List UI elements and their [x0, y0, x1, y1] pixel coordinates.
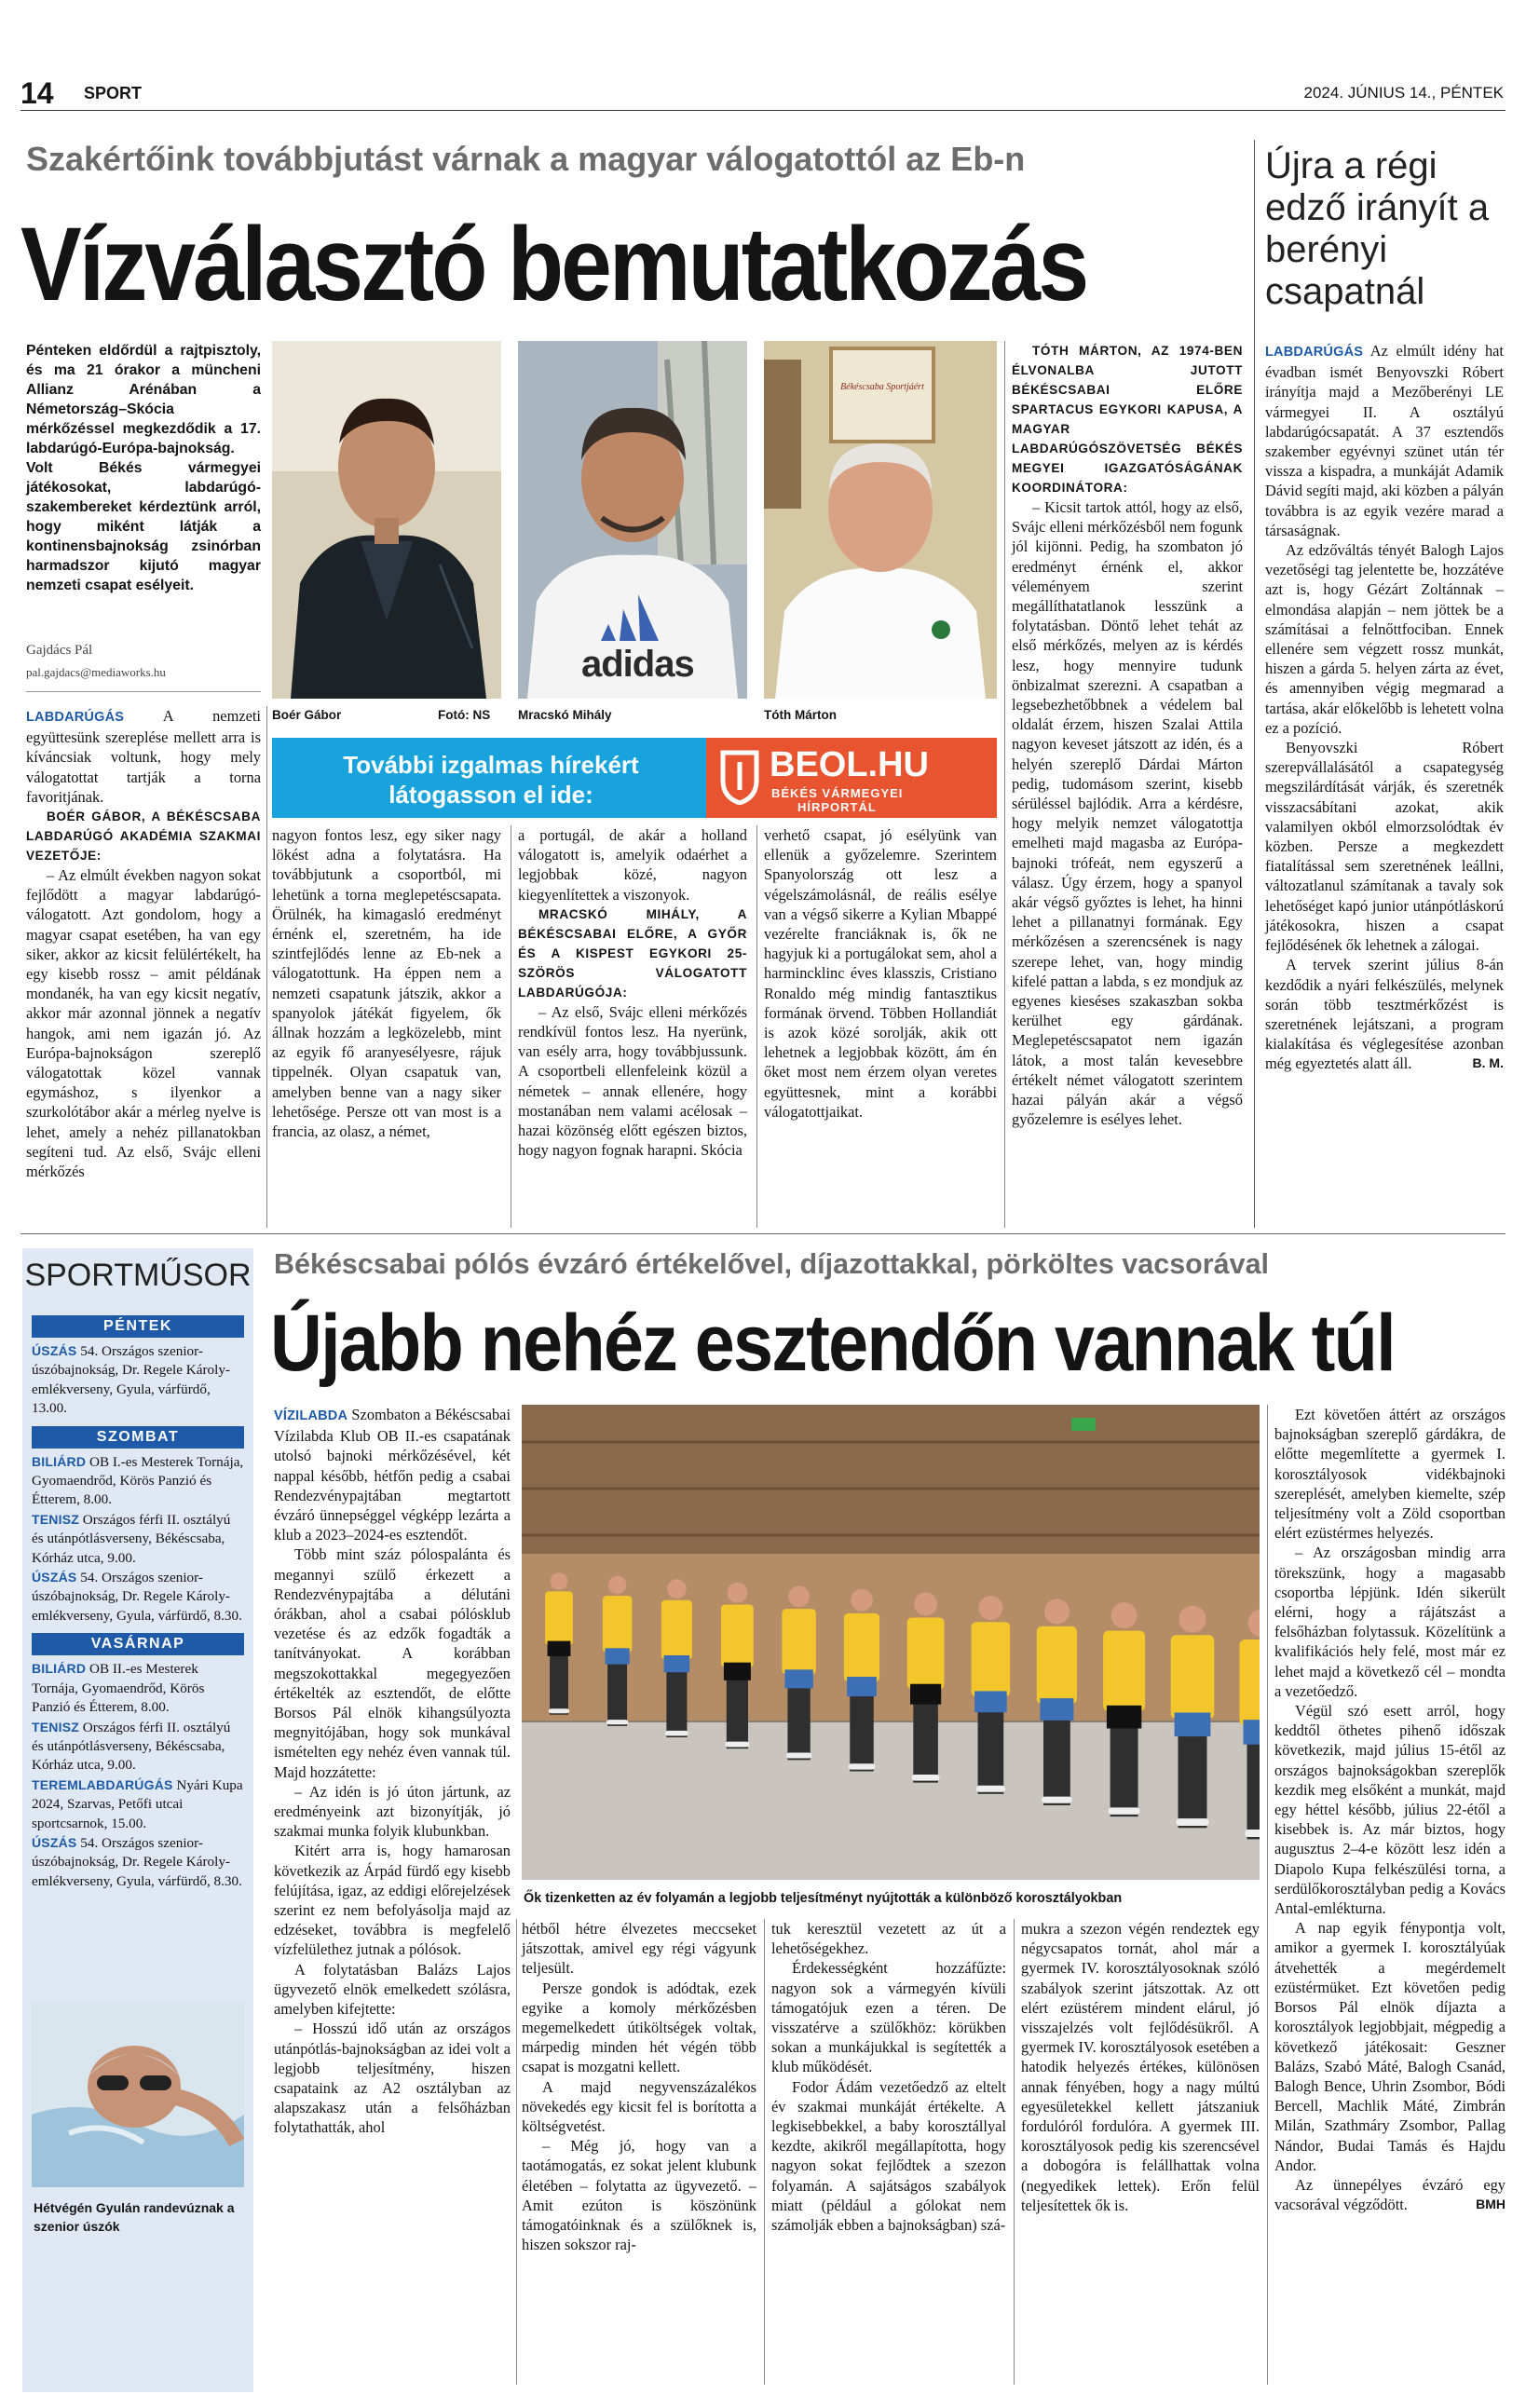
- sportmusor-item: [32, 1510, 244, 1568]
- sportmusor-item-text: Országos férfi II. osztályú és utánpótlásverseny, Békéscsaba, Kórház utca, 9.00.: [32, 1719, 231, 1774]
- ad-line-1: További izgalmas hírekért: [343, 751, 639, 779]
- a2-c1-p2: Több mint száz pólospalánta és megannyi szülő érkezett a Rendezvénypajtába a délutáni órákban, ahol a csabai pólósklub vezetése és az edzők fogadták a tanítványokat. A korábban megszokottakkal megegyezően értékelték az esztendőt, de előtte Borsos Pál elnök kihangsúlyozta megnyitójában, hogy sok munkával ismételten egy nehéz éven vannak túl. Majd hozzátette:: [274, 1545, 511, 1781]
- sportmusor-item-text: Nyári Kupa 2024, Szarvas, Petőfi utcai sportcsarnok, 15.00.: [32, 1776, 243, 1831]
- a2-c3-p2: Érdekességként hozzáfűzte: nagyon sok a vármegyén kívüli támogatójuk ezen a téren. De visszatérve a szülőkhöz: körükben sokan a munkájukkal is segítették a klub működését.: [771, 1959, 1006, 2076]
- col-divider: [1267, 1405, 1268, 2385]
- team-photo-caption: Ők tizenketten az év folyamán a legjobb teljesítményt nyújtották a különböző korosztályokban: [524, 1891, 1123, 1906]
- section-label: SPORT: [84, 84, 143, 102]
- shirt-logo-text: adidas: [581, 644, 694, 685]
- sportmusor-day-header: VASÁRNAP: [32, 1633, 244, 1655]
- col3-text: a portugál, de akár a holland válogatott is, amelyik odaérhet a legjobbak közé, nagyon kiegyenlítettek a viszonyok.: [518, 826, 747, 904]
- col1-intro: A nemzeti együttesünk szereplése mellett arra is kíváncsiak voltunk, hogy mely válogatottat tartják a torna favoritjának.: [26, 707, 261, 806]
- beol-ad-banner[interactable]: [272, 738, 997, 818]
- sportmusor-item-text: 54. Országos szenior-úszóbajnokság, Dr. Regele Károly-emlékverseny, Gyula, várfürdő, 8.30.: [32, 1570, 242, 1624]
- col-divider: [516, 1919, 517, 2385]
- sidebar-divider: [1254, 140, 1255, 1228]
- article1-kicker: Szakértőink továbbjutást várnak a magyar válogatottól az Eb-n: [26, 140, 1026, 178]
- col2-text: nagyon fontos lesz, egy siker nagy lökést adna a folytatásra. Ha továbbjutunk a csoportból, mi lehetünk a torna meglepetéscsapata. Örülnék, ha kimagasló eredményt érnénk el, szeretném, ha ide szintfejlődés lenne az Eb-nek a válogatottunk. Ha éppen nem a nemzeti csapatunk játszik, akkor a spanyolok játékát figyelem, ők állnak hozzám a legközelebb, mint az egyik fő aranyesélyesre, rájuk tippelnék. Olyan csapatuk van, amelyben benne van a nagy siker lehetősége. Persze ott van most is a francia, az olasz, a német,: [272, 826, 501, 1141]
- sportmusor-box: [22, 1248, 253, 2392]
- sportmusor-item-sport: TENISZ: [32, 1719, 79, 1735]
- photo1-caption: Boér Gábor: [272, 708, 342, 722]
- article2-signature: BMH: [1476, 2197, 1506, 2212]
- keyword-vizilabda: VÍZILABDA: [274, 1408, 348, 1423]
- sportmusor-item-text: Országos férfi II. osztályú és utánpótlásverseny, Békéscsaba, Kórház utca, 9.00.: [32, 1511, 231, 1566]
- article2-title: Újabb nehéz esztendőn vannak túl: [270, 1299, 1395, 1388]
- sidebar-body: [1265, 341, 1504, 1074]
- ad-sub-2: HÍRPORTÁL: [797, 800, 877, 814]
- interviewee-mracsko: MRACSKÓ MIHÁLY, A BÉKÉSCSABAI ELŐRE, A GYŐR ÉS A KISPEST EGYKORI 25-SZÖRÖS VÁLOGATOTT LABDARÚGÓJA:: [518, 906, 747, 1000]
- swimmer-photo: [32, 2003, 244, 2187]
- beol-shield-icon: [719, 749, 760, 805]
- sidebar-p2: Az edzőváltás tényét Balogh Lajos vezetőségi tag jelentette be, hozzátéve azt is, hogy Gézárt Zoltánnak – elmondása alapján – nem jöttek be a számításai a felnőttfociban. Ennek ellenére sem végzett rossz munkát, hiszen a gárda 5. helyen zárta az évet, és amennyiben végig megmarad a tartása, akár előkelőbb is lehetett volna ez a pozíció.: [1265, 541, 1504, 737]
- sportmusor-item-sport: TEREMLABDARÚGÁS: [32, 1776, 173, 1792]
- col1-text: – Az elmúlt években nagyon sokat fejlődött a magyar labdarúgó-válogatott. Azt gondolom, hogy a magyar csapat esetében, ha van egy siker, akkor az kicsit felülértékelt, ha egy kisebb rossz – amit példának mondanék, ha van egy kicsit negatív, akkor már azonnal jönnek a negatív hangok, ami nem igazán jó. Az Európa-bajnokságon szereplő válogatottak közel vannak egymáshoz, s ilyenkor a szurkolótábor akár a mérleg nyelve is lehet, amely a nehéz pillanatokban segíteni tud. Az első, Svájc elleni mérkőzés: [26, 866, 261, 1181]
- col-divider: [1004, 341, 1005, 1228]
- portrait-toth-marton: [764, 341, 997, 699]
- a2-c5-p1: Ezt követően áttért az országos bajnokságban szereplő gárdákra, de előtte megemlítette a gyermek I. korosztályosok vidékbajnoki szereplését, amelyben kiemelte, szép teljesítmény volt a Zöld csoportban elért ezüstérmes helyezés.: [1274, 1406, 1506, 1543]
- sidebar-signature: B. M.: [1472, 1055, 1504, 1071]
- sportmusor-item-sport: ÚSZÁS: [32, 1570, 77, 1585]
- col-divider: [1014, 1919, 1015, 2385]
- team-photo: [522, 1405, 1260, 1880]
- portrait-frame-badge: Békéscsaba Sportjáért: [840, 382, 924, 392]
- col5-text: – Kicsit tartok attól, hogy az első, Svájc elleni mérkőzésből nem fogunk jól kijönni. Pedig, ha szombaton jó eredményt érnénk el, akkor véleményem szerint megállíthatatlanok lesszünk a folytatásban. Döntő lehet tehát az első mérkőzés, melyen az is kérdés lesz, hogy mennyire tudunk önbizalmat szerezni. A csapatban a legsebezhetőbbnek a védelem bal oldalát érzem, hiszen Szalai Attila nagyon keveset játszott az idén, és a helyén szereplő Dárdai Márton pedig, tudomásom szerint, kisebb sérüléssel bajlódik. Arra a kérdésre, hogy melyik nemzet válogatottja emelheti majd magasba az Európa-bajnoki trófeát, nem egyszerű a válasz. Úgy érzem, hogy a spanyol akár végső győztes is lehet, ha hinni lehet a pillanatnyi formának. Egy mérkőzésen a szerencsének is nagy szerepe lehet, van, hogy mindig kifelé pattan a labda, s ez mondjuk az egyenes kieséses szakaszban sokba kerülhet egy gárdának. Meglepetéscsapatot nem igazán látok, a most talán kevesebbre értékelt német válogatott szerintem hazai pályán akár a végső győzelemre is esélyes lehet.: [1012, 498, 1243, 1129]
- a2-c2-p1: hétből hétre élvezetes meccseket játszottak, amivel egy régi vágyunk teljesült.: [522, 1920, 756, 1978]
- sportmusor-title: SPORTMŰSOR: [24, 1258, 252, 1293]
- sportmusor-item-text: OB I.-es Mesterek Tornája, Gyomaendrőd, Körös Panzió és Étterem, 8.00.: [32, 1453, 244, 1508]
- a2-c1-p3: – Az idén is jó úton jártunk, az eredményeink azt bizonyítják, jó szakmai munka folyik klubunkban.: [274, 1782, 511, 1841]
- sportmusor-item: [32, 1833, 244, 1891]
- sportmusor-item: [32, 1775, 244, 1833]
- sidebar-p1: Az elmúlt idény hat évadban ismét Benyovszki Róbert irányítja majd a Mezőberényi LE vármegyei II. A osztályú labdarúgócsapatát. A 37 esztendős szakember egyévnyi szünet után tér vissza a kispadra, a munkáját Adamik Dávid segíti majd, aki közben a pályán továbbra is az egyik vezére marad a társaságnak.: [1265, 342, 1504, 539]
- ad-sub-1: BÉKÉS VÁRMEGYEI: [771, 786, 904, 800]
- article1-lead: Pénteken eldőrdül a rajtpisztoly, és ma 21 órakor a müncheni Allianz Arénában a Németország–Skócia mérkőzéssel megkezdődik a 17. labdarúgó-Európa-bajnokság. Volt Békés vármegyei játékosokat, labdarúgó-szakembereket kérdeztünk arról, hogy miként látják a kontinensbajnokság zsinórban harmadszor kijutó magyar nemzeti csapat esélyeit.: [26, 343, 261, 593]
- sportmusor-item: [32, 1341, 244, 1419]
- interviewee-boer: BOÉR GÁBOR, A BÉKÉSCSABA LABDARÚGÓ AKADÉMIA SZAKMAI VEZETŐJE:: [26, 809, 261, 864]
- photo2-caption: Mracskó Mihály: [518, 708, 612, 722]
- article1-col3: [518, 825, 747, 1160]
- section-rule: [20, 1233, 1506, 1234]
- sportmusor-day-header: SZOMBAT: [32, 1426, 244, 1449]
- photo-mracsko-mihaly: [518, 341, 747, 699]
- sportmusor-item-sport: ÚSZÁS: [32, 1343, 77, 1358]
- sidebar-p3: Benyovszki Róbert szerepvállalásától a csapategység megszilárdítását várják, és szeretnék visszacsábítani azokat, akik valamilyen okból elmorzsolódtak év közben. Persze a megkezdett fiatalítással sem szeretnének leállni, változatlanul számítanak a tavaly sok lehetőséget kapó junior utánpótláskorú játékosokra, hiszen a csapat fejlődésének ők lehetnek a zálogai.: [1265, 739, 1504, 955]
- article2-col3: [771, 1919, 1006, 2235]
- article2-kicker: Békéscsabai pólós évzáró értékelővel, díjazottakkal, pörköltes vacsorával: [274, 1248, 1270, 1280]
- a2-c3-p3: Fodor Ádám vezetőedző az eltelt év szakmai munkáját értékelte. A legkisebbekkel, a baby korosztállyal kezdte, akikről megállapította, hogy nagyon sokat fejlődtek a szezon folyamán. A sajátságos szabályok miatt (például a gólokat nem számolják ebben a bajnokságban) szá-: [771, 2077, 1006, 2235]
- sportmusor-day-header: PÉNTEK: [32, 1315, 244, 1338]
- ad-brand-block: [706, 738, 997, 818]
- a2-c5-p3: Végül szó esett arról, hogy keddtől öthetes pihenő időszak következik, majd július 15-étől az országos bajnokságokban szereplők kezdik meg elsőként a munkát, majd egy héttel később, július 22-étől a kisebbek is. Az már biztos, hogy augusztus 2–4-e között lesz idén a Diapolo Kupa felkészülési torna, a serdülőkorosztályban pedig a Kovács Antal-emlékturna.: [1274, 1702, 1506, 1918]
- sportmusor-item-sport: BILIÁRD: [32, 1453, 87, 1469]
- a2-c4-p1: mukra a szezon végén rendeztek egy négycsapatos tornát, ahol már a gyermek IV. korosztályosoknak szóló szabályok szerint játszottak. Az ott elért ezüstérem mindent elárul, jó visszajelzés volt fejlődésükről. A gyermek IV. korosztályosok esetében a hatodik helyezés értékes, különösen annak fényében, hogy a nagy múltú egyesületekkel kellett játszaniuk fordulóról fordulóra. A gyermek III. korosztályosok pedig kis szerencsével a dobogóra is felállhattak volna (negyedikek lettek). Erőn felül teljesítettek ők is.: [1021, 1920, 1260, 2214]
- sidebar-p4: A tervek szerint július 8-án kezdődik a nyári felkészülés, melynek során több tesztmérkőzést is szeretnének lejátszani, a program kialakítása és véglegesítése azonban még egyeztetés alatt áll. B. M.: [1265, 956, 1504, 1073]
- team-photo-image: [522, 1405, 1260, 1880]
- col-divider: [756, 825, 757, 1228]
- article2-col4: [1021, 1919, 1260, 2215]
- a2-c2-p3: A majd negyvenszázalékos növekedés egy kicsit fel is borította a költségvetést.: [522, 2077, 756, 2136]
- sidebar-keyword: LABDARÚGÁS: [1265, 345, 1364, 360]
- photo3-caption: Tóth Márton: [764, 708, 837, 722]
- a2-c1-p5: A folytatásban Balázs Lajos ügyvezető elnök emelkedett szólásra, amelyben kifejtette:: [274, 1960, 511, 2019]
- sidebar-title: Újra a régi edző irányít a berényi csapatnál: [1265, 145, 1490, 312]
- article1-col4: [764, 825, 997, 1122]
- swimmer-image: [32, 2003, 244, 2187]
- swimmer-caption: Hétvégén Gyulán randevúznak a szenior úszók: [34, 2200, 235, 2234]
- a2-c2-p4: – Még jó, hogy van a taotámogatás, ez sokat jelent klubunk életében – folytatta az ügyvezető. – Amit ezúton is köszönünk támogatóinknak és a szülőknek is, hiszen sokszor raj-: [522, 2137, 756, 2254]
- a2-c1-p4: Kitért arra is, hogy hamarosan következik az Árpád fürdő egy kisebb felújítása, igaz, az eddigi előrejelzések szerint ez nem befolyásolja majd az edzéseket, továbbra is megfelelő vízfelülethez jutnak a pólósok.: [274, 1842, 511, 1959]
- author-name: Gajdács Pál: [26, 643, 93, 658]
- keyword-labdarugas: LABDARÚGÁS: [26, 710, 125, 725]
- a2-c5-p5: Az ünnepélyes évzáró egy vacsorával végződött. BMH: [1274, 2175, 1506, 2214]
- sportmusor-item: [32, 1452, 244, 1510]
- sportmusor-list: [32, 1308, 244, 1891]
- article1-col2: [272, 825, 501, 1141]
- photo-toth-marton: [764, 341, 997, 699]
- author-email: pal.gajdacs@mediaworks.hu: [26, 665, 166, 679]
- a2-c5-p2: – Az országosban mindig arra törekszünk, hogy a magasabb csoportba lépjünk. Idén sikerült elérni, hogy a rájátszást a felsőházban folytassuk. Közelítünk a kvalifikációs hely felé, most már ez lehet majd a következő cél – mondta a vezetőedző.: [1274, 1544, 1506, 1700]
- issue-date: 2024. JÚNIUS 14., PÉNTEK: [1303, 84, 1504, 102]
- col3-text-2: – Az első, Svájc elleni mérkőzés rendkívül fontos lesz. Ha nyerünk, van esély arra, hogy továbbjussunk. A csoportbeli ellenfeleink közül a németek – annak ellenére, hogy mostanában nem valami acélosak – hazai közönség előtt egészen biztos, hogy nagyon fognak harapni. Skócia: [518, 1002, 747, 1160]
- sportmusor-item-text: 54. Országos szenior-úszóbajnokság, Dr. Regele Károly-emlékverseny, Gyula, várfürdő, 13.00.: [32, 1343, 230, 1417]
- photo1-credit: Fotó: NS: [438, 708, 491, 722]
- col-divider: [266, 706, 267, 1228]
- lead-rule: [26, 691, 261, 692]
- sportmusor-item: [32, 1718, 244, 1775]
- a2-c1-p6: – Hosszú idő után az országos utánpótlás-bajnokságban az idei volt a legjobb teljesítmény, hiszen csapataink az A2 osztályban az alapszakasz után a felsőházban folytathatták, ahol: [274, 2020, 511, 2137]
- article2-col1: [274, 1405, 511, 2138]
- header-rule: [20, 110, 1506, 111]
- sportmusor-item: [32, 1568, 244, 1626]
- portrait-boer-gabor: [272, 341, 501, 699]
- a2-c1-p1: Szombaton a Békéscsabai Vízilabda Klub OB II.-es csapatának utolsó bajnoki mérkőzésével, két nappal később, hétfőn pedig a csabai Rendezvénypajtában megtartott évzáró ünnepséggel végképp lezárta a klub a 2023–2024-es esztendőt.: [274, 1406, 511, 1544]
- interviewee-toth: TÓTH MÁRTON, AZ 1974-BEN ÉLVONALBA JUTOTT BÉKÉSCSABAI ELŐRE SPARTACUS EGYKORI KAPUSA, A MAGYAR LABDARÚGÓSZÖVETSÉG BÉKÉS MEGYEI IGAZGATÓSÁGÁNAK KOORDINÁTORA:: [1012, 344, 1243, 495]
- sportmusor-item-text: OB II.-es Mesterek Tornája, Gyomaendrőd, Körös Panzió és Étterem, 8.00.: [32, 1661, 205, 1716]
- a2-c5-p4: A nap egyik fénypontja volt, amikor a gyermek I. korosztályúak átvehették a megérdemelt ezüstérmüket. Ezt követően pedig Borsos Pál elnök díjazta a korosztályok legjobbjait, mégpedig a következő játékosait: Geszner Balázs, Szabó Máté, Balogh Csanád, Balogh Bence, Uhrin Zsombor, Bódi Bercell, Machlik Máté, Zimbrán Milán, Szathmáry Zsombor, Pallag Nándor, Budai Tamás és Hajdu Andor.: [1274, 1919, 1506, 2174]
- col-divider: [764, 1919, 765, 2385]
- a2-c3-p1: tuk keresztül vezetett az út a lehetőségekhez.: [771, 1920, 1006, 1958]
- a2-c2-p2: Persze gondok is adódtak, ezek egyike a komoly mérkőzésben megemelkedett útiköltségek voltak, márpedig minden hét végén több csapat is mozgatni kellett.: [522, 1979, 756, 2076]
- article2-col5: [1274, 1405, 1506, 2214]
- article1-col1: [26, 706, 261, 1181]
- article2-col2: [522, 1919, 756, 2254]
- ad-line-2: látogasson el ide:: [388, 781, 593, 809]
- sportmusor-item-sport: BILIÁRD: [32, 1661, 87, 1677]
- article1-col5: [1012, 341, 1243, 1130]
- adidas-stripes-icon: [597, 592, 672, 641]
- sportmusor-item-sport: TENISZ: [32, 1511, 79, 1527]
- photo-boer-gabor: [272, 341, 501, 699]
- sportmusor-item-text: 54. Országos szenior-úszóbajnokság, Dr. Regele Károly-emlékverseny, Gyula, várfürdő, 8.30.: [32, 1834, 242, 1889]
- sportmusor-item-sport: ÚSZÁS: [32, 1834, 77, 1850]
- ad-brand: BEOL.HU: [770, 745, 929, 784]
- col4-text: verhető csapat, jó esélyünk van ellenük a győzelemre. Szerintem Spanyolország ott lesz a végelszámolásnál, de reális esélye van a végső sikerre a Kylian Mbappé vezérelte franciáknak is, ők ne hagyjuk ki a portugálokat sem, ahol a harmincklinc éves klasszis, Cristiano Ronaldo még mindig fantasztikus formának örvend. Többen Hollandiát is azok közé sorolják, akik ott lehetnek a legjobbak között, ám én őket most nem érzem olyan veretes együttesnek, mint a korábbi válogatottjaikat.: [764, 826, 997, 1121]
- page-number: 14: [20, 76, 54, 110]
- article1-title: Vízválasztó bemutatkozás: [20, 206, 1087, 322]
- sportmusor-item: [32, 1659, 244, 1717]
